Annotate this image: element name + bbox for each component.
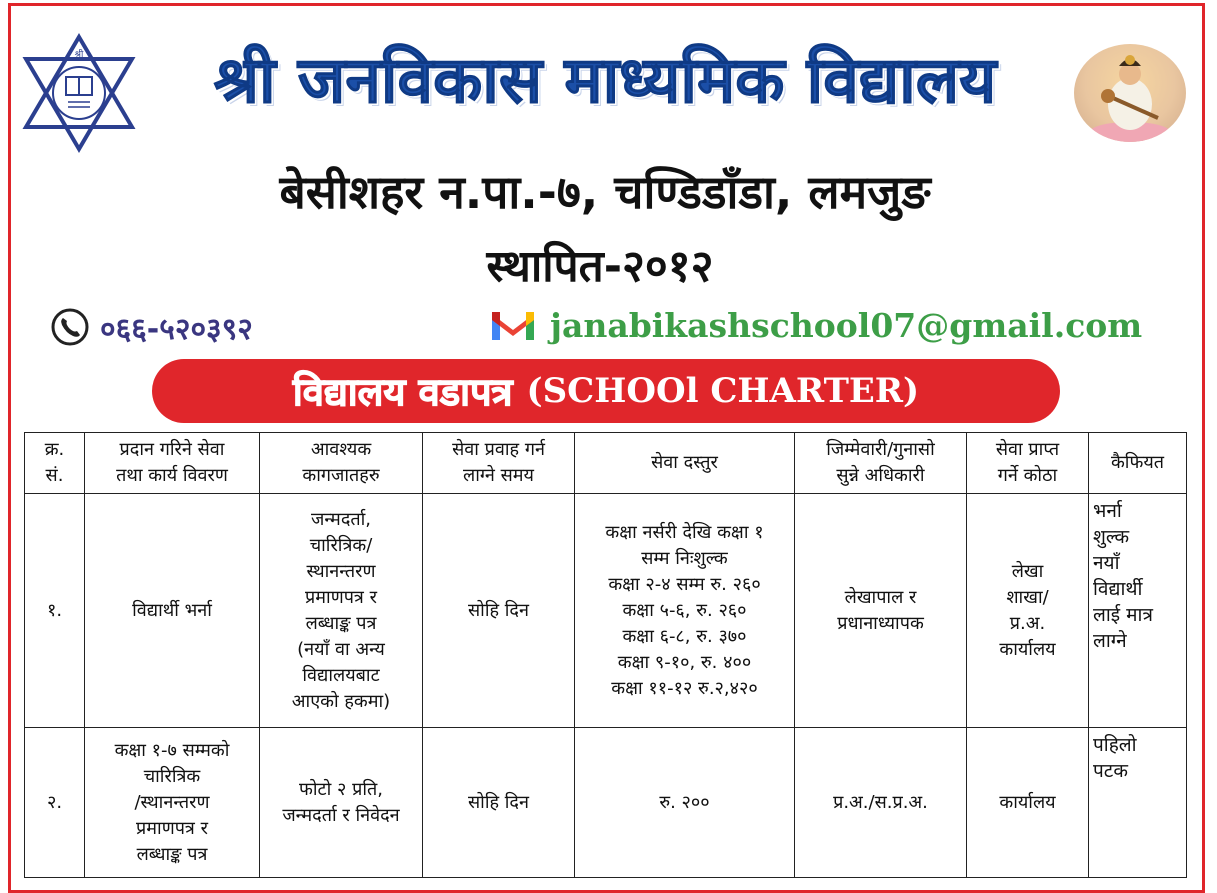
table-row [25, 494, 1187, 728]
table-header-row [25, 433, 1187, 494]
cell-officer: लेखापाल र प्रधानाध्यापक [795, 494, 967, 728]
saraswati-image [1074, 44, 1186, 142]
cell-serial: २. [25, 728, 85, 878]
cell-service: विद्यार्थी भर्ना [85, 494, 260, 728]
header-officer: जिम्मेवारी/गुनासो सुन्ने अधिकारी [795, 433, 967, 494]
header-room: सेवा प्राप्त गर्ने कोठा [967, 433, 1089, 494]
cell-fee: रु. २०० [575, 728, 795, 878]
header-serial: क्र. सं. [25, 433, 85, 494]
cell-fee: कक्षा नर्सरी देखि कक्षा १ सम्म निःशुल्क कक्षा २-४ सम्म रु. २६० कक्षा ५-६, रु. २६० कक्षा ६-८, रु. ३७० कक्षा ९-१०, रु. ४०० कक्षा ११-१२ रु.२,४२० [575, 494, 795, 728]
phone-contact [50, 305, 253, 349]
table-row [25, 728, 1187, 878]
cell-service: कक्षा १-७ सम्मको चारित्रिक /स्थानन्तरण प्रमाणपत्र र लब्धाङ्क पत्र [85, 728, 260, 878]
school-emblem-icon [20, 33, 138, 153]
gmail-icon [490, 308, 536, 342]
cell-remarks: भर्ना शुल्क नयाँ विद्यार्थी लाई मात्र लाग्ने [1089, 494, 1187, 728]
cell-serial: १. [25, 494, 85, 728]
school-name: श्री जनविकास माध्यमिक विद्यालय [213, 44, 997, 118]
cell-time: सोहि दिन [423, 728, 575, 878]
header-time: सेवा प्रवाह गर्न लाग्ने समय [423, 433, 575, 494]
cell-documents: जन्मदर्ता, चारित्रिक/ स्थानन्तरण प्रमाणपत्र र लब्धाङ्क पत्र (नयाँ वा अन्य विद्यालयबाट आएको हकमा) [260, 494, 423, 728]
email-contact [490, 300, 1142, 350]
email-address[interactable]: janabikashschool07@gmail.com [550, 305, 1143, 345]
cell-room: लेखा शाखा/ प्र.अ. कार्यालय [967, 494, 1089, 728]
cell-officer: प्र.अ./स.प्र.अ. [795, 728, 967, 878]
header-documents: आवश्यक कागजातहरु [260, 433, 423, 494]
charter-table [24, 432, 1187, 878]
school-address: बेसीशहर न.पा.-७, चण्डिडाँडा, लमजुङ [279, 165, 931, 219]
header-remarks: कैफियत [1089, 433, 1187, 494]
phone-number: ०६६-५२०३९२ [100, 311, 253, 347]
banner-title-english: (SCHOOl CHARTER) [526, 371, 920, 411]
banner-title-nepali: विद्यालय वडापत्र [292, 370, 513, 414]
cell-room: कार्यालय [967, 728, 1089, 878]
header-service: प्रदान गरिने सेवा तथा कार्य विवरण [85, 433, 260, 494]
header-fee: सेवा दस्तुर [575, 433, 795, 494]
established-year: स्थापित-२०१२ [486, 241, 714, 292]
cell-time: सोहि दिन [423, 494, 575, 728]
cell-remarks: पहिलो पटक [1089, 728, 1187, 878]
emblem-label: श्री [74, 50, 84, 60]
cell-documents: फोटो २ प्रति, जन्मदर्ता र निवेदन [260, 728, 423, 878]
phone-icon [50, 307, 90, 347]
charter-banner [152, 359, 1060, 423]
